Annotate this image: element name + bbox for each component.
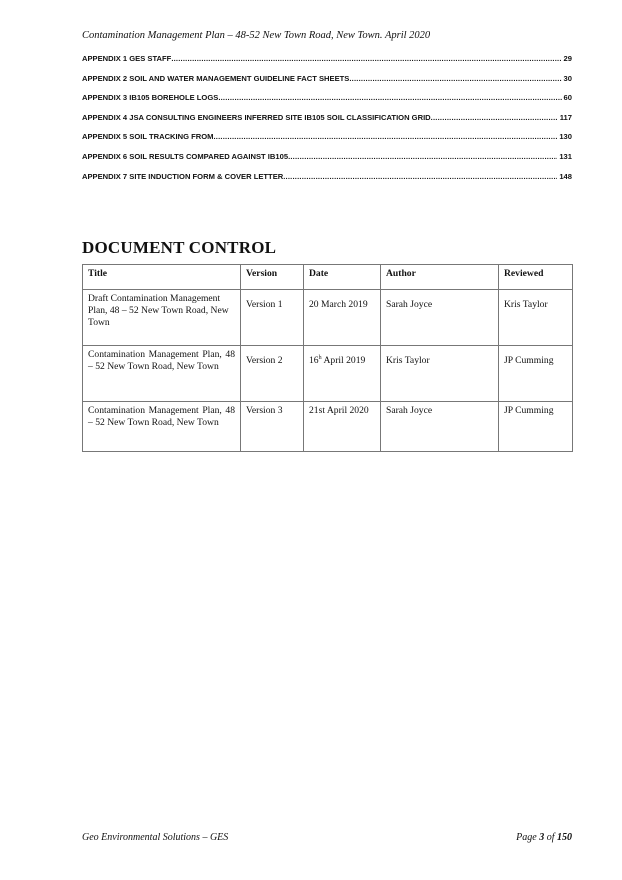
column-header-date: Date: [304, 265, 381, 290]
column-header-version: Version: [241, 265, 304, 290]
toc-entry-title: APPENDIX 7 SITE INDUCTION FORM & COVER LETTER: [82, 171, 284, 181]
table-row: [83, 346, 573, 402]
column-header-author: Author: [381, 265, 499, 290]
cell-version: Version 1: [241, 290, 304, 346]
toc-entry-title: APPENDIX 4 JSA CONSULTING ENGINEERS INFERRED SITE IB105 SOIL CLASSIFICATION GRID: [82, 112, 431, 122]
toc-entry-page: 130: [559, 132, 572, 142]
page-of: of: [544, 832, 557, 843]
toc-entry[interactable]: [82, 172, 572, 192]
table-header-row: [83, 265, 573, 290]
toc-entry-page: 60: [563, 93, 572, 103]
toc-entry[interactable]: [82, 152, 572, 172]
column-header-reviewed: Reviewed: [499, 265, 573, 290]
cell-reviewed: JP Cumming: [499, 402, 573, 452]
toc-leader-dots: [349, 74, 561, 83]
toc-entry-page: 30: [563, 73, 572, 83]
toc-entry-title: APPENDIX 6 SOIL RESULTS COMPARED AGAINST IB105: [82, 151, 289, 161]
toc-entry-page: 117: [559, 112, 572, 122]
toc-leader-dots: [283, 172, 557, 181]
footer-page-number: [516, 832, 572, 843]
toc-leader-dots: [431, 113, 558, 122]
cell-reviewed: Kris Taylor: [499, 290, 573, 346]
document-control-table: [82, 264, 573, 452]
toc-entry-page: 131: [559, 151, 572, 161]
document-control-heading: DOCUMENT CONTROL: [82, 238, 277, 257]
cell-author: Sarah Joyce: [381, 290, 499, 346]
toc-entry-title: APPENDIX 5 SOIL TRACKING FROM: [82, 132, 214, 142]
toc-entry[interactable]: [82, 93, 572, 113]
date-day: 16: [309, 355, 319, 366]
cell-date: [304, 346, 381, 402]
date-ordinal-suffix: h: [318, 354, 322, 361]
toc-entry[interactable]: [82, 74, 572, 94]
toc-entry-title: APPENDIX 3 IB105 BOREHOLE LOGS: [82, 93, 219, 103]
toc-entry-page: 29: [563, 54, 572, 63]
page-total: 150: [557, 832, 572, 843]
toc-leader-dots: [171, 54, 561, 63]
toc-entry-title: APPENDIX 2 SOIL AND WATER MANAGEMENT GUIDELINE FACT SHEETS: [82, 73, 350, 83]
date-month-year: April 2019: [321, 355, 366, 366]
cell-author: Sarah Joyce: [381, 402, 499, 452]
cell-title: Contamination Management Plan, 48 – 52 New Town Road, New Town: [83, 346, 241, 402]
cell-title: Draft Contamination Management Plan, 48 – 52 New Town Road, New Town: [83, 290, 241, 346]
table-row: [83, 290, 573, 346]
cell-reviewed: JP Cumming: [499, 346, 573, 402]
toc-leader-dots: [288, 152, 557, 161]
cell-date: 21st April 2020: [304, 402, 381, 452]
table-row: [83, 402, 573, 452]
table-of-contents: [82, 54, 572, 191]
cell-author: Kris Taylor: [381, 346, 499, 402]
cell-title: Contamination Management Plan, 48 – 52 New Town Road, New Town: [83, 402, 241, 452]
toc-entry-title: APPENDIX 1 GES STAFF: [82, 54, 172, 63]
cell-version: Version 3: [241, 402, 304, 452]
page-prefix: Page: [516, 832, 540, 843]
toc-entry-page: 148: [559, 171, 572, 181]
running-header: Contamination Management Plan – 48-52 New Town Road, New Town. April 2020: [82, 30, 431, 41]
cell-date: 20 March 2019: [304, 290, 381, 346]
column-header-title: Title: [83, 265, 241, 290]
toc-entry[interactable]: [82, 132, 572, 152]
toc-leader-dots: [214, 132, 558, 141]
toc-entry[interactable]: [82, 113, 572, 133]
toc-entry[interactable]: [82, 54, 572, 74]
page-current: 3: [539, 832, 545, 843]
toc-leader-dots: [218, 93, 561, 102]
cell-version: Version 2: [241, 346, 304, 402]
footer-company: Geo Environmental Solutions – GES: [82, 832, 229, 843]
